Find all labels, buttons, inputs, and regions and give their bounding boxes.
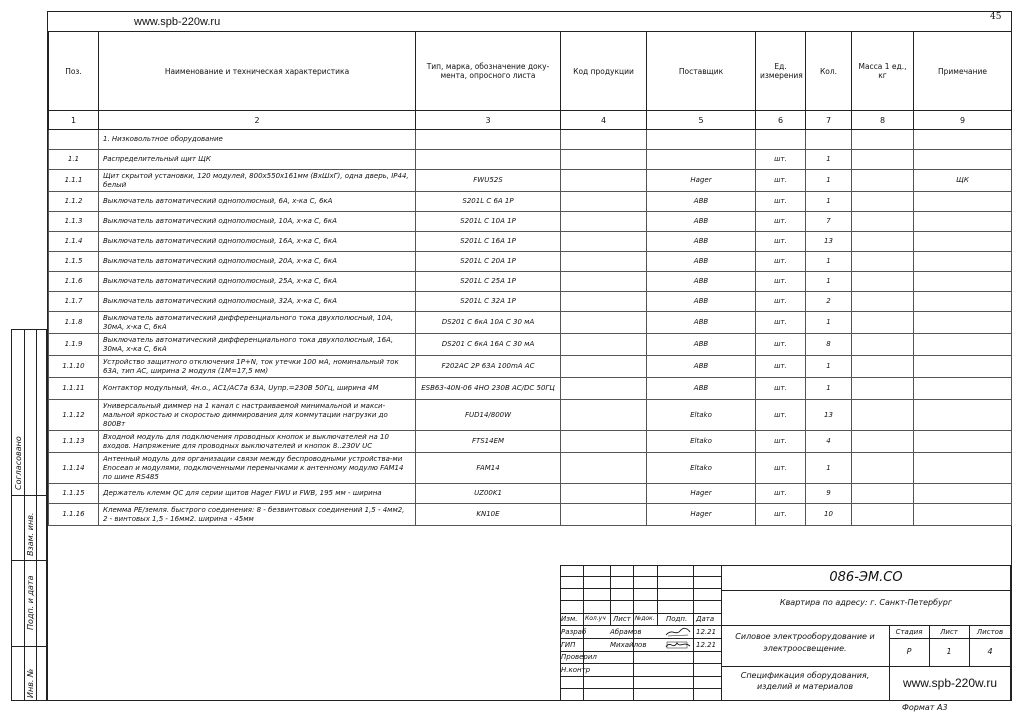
- cell-name: Выключатель автоматический однополюсный, 25А, х-ка С, 6кА: [99, 272, 416, 292]
- cell-note: [914, 272, 1012, 292]
- cell-name: Контактор модульный, 4н.о., АС1/АС7а 63А, Uупр.=230В 50Гц, ширина 4М: [99, 378, 416, 400]
- strip-label-vzam: Взам. инв.: [26, 512, 35, 556]
- cell-name: Антенный модуль для организации связи между беспроводными устройства-ми Enocean и модулями, подключенными перемычками к антенному модулю FAM14 по шине RS485: [99, 453, 416, 484]
- cell-unit: шт.: [756, 232, 806, 252]
- cell-qty: 1: [806, 453, 852, 484]
- cell-code: [561, 312, 647, 334]
- cell-type: S201L C 16A 1P: [416, 232, 561, 252]
- cell-type: S201L C 20A 1P: [416, 252, 561, 272]
- col-header-pos: Поз.: [49, 32, 99, 111]
- header-url: www.spb-220w.ru: [134, 16, 221, 28]
- sheets-value: 4: [987, 647, 993, 656]
- cell-qty: 10: [806, 504, 852, 526]
- col-header-unit: Ед. измерения: [756, 32, 806, 111]
- cell-note: [914, 252, 1012, 272]
- strip-label-inv: Инв. №: [26, 668, 35, 698]
- table-row: [49, 504, 1012, 526]
- cell-code: [561, 484, 647, 504]
- cell-note: [914, 292, 1012, 312]
- col-header-supplier: Поставщик: [647, 32, 756, 111]
- tb-col-izm: Изм.: [561, 615, 578, 623]
- strip-label-soglasovano: Согласовано: [14, 436, 23, 490]
- cell-type: ESB63-40N-06 4НО 230В АС/DC 50ГЦ: [416, 378, 561, 400]
- table-row: [49, 212, 1012, 232]
- stage-label: Стадия: [895, 628, 923, 636]
- cell-note: [914, 378, 1012, 400]
- table-row: [49, 378, 1012, 400]
- cell-code: [561, 170, 647, 192]
- cell-type: S201L C 25A 1P: [416, 272, 561, 292]
- cell-qty: 1: [806, 252, 852, 272]
- cell-supplier: Eltako: [647, 400, 756, 431]
- cell-note: [914, 453, 1012, 484]
- cell-pos: 1.1.3: [49, 212, 99, 232]
- cell-name: Выключатель автоматический однополюсный, 20А, х-ка С, 6кА: [99, 252, 416, 272]
- cell-supplier: Hager: [647, 504, 756, 526]
- col-number: 9: [914, 111, 1012, 130]
- cell-name: Выключатель автоматический дифференциального тока двухполюсный, 10А, 30мА, х-ка С, 6кА: [99, 312, 416, 334]
- cell-mass: [852, 378, 914, 400]
- cell-code: [561, 453, 647, 484]
- stage-value: Р: [906, 647, 912, 656]
- strip-label-podp: Подп. и дата: [26, 575, 35, 630]
- cell-supplier: ABB: [647, 334, 756, 356]
- cell-supplier: ABB: [647, 232, 756, 252]
- col-number: 7: [806, 111, 852, 130]
- table-row: [49, 334, 1012, 356]
- cell-note: [914, 212, 1012, 232]
- cell-code: [561, 504, 647, 526]
- section-title: 1. Низковольтное оборудование: [99, 130, 416, 150]
- col-number: 2: [99, 111, 416, 130]
- tb-name-razrab: Абрамов: [610, 628, 642, 636]
- page-number: 45: [990, 12, 1002, 22]
- tb-name-gip: Михайлов: [610, 641, 647, 649]
- cell-note: [914, 150, 1012, 170]
- cell-pos: 1.1.15: [49, 484, 99, 504]
- tb-role-nkontr: Н.контр: [561, 666, 591, 674]
- table-row: [49, 192, 1012, 212]
- cell-code: [561, 400, 647, 431]
- table-row: [49, 252, 1012, 272]
- sheets-label: Листов: [976, 628, 1004, 636]
- cell-mass: [852, 192, 914, 212]
- cell-qty: 9: [806, 484, 852, 504]
- title-block: [560, 565, 1011, 701]
- tb-col-kol: Кол.уч: [585, 615, 606, 622]
- cell-name: Распределительный щит ЩК: [99, 150, 416, 170]
- cell-qty: 7: [806, 212, 852, 232]
- cell-name: Выключатель автоматический однополюсный, 10А, х-ка С, 6кА: [99, 212, 416, 232]
- col-number: 4: [561, 111, 647, 130]
- cell-pos: 1.1.6: [49, 272, 99, 292]
- section-row: [49, 130, 1012, 150]
- table-row: [49, 431, 1012, 453]
- cell-type: FTS14EM: [416, 431, 561, 453]
- cell-code: [561, 192, 647, 212]
- table-row: [49, 453, 1012, 484]
- cell-qty: 1: [806, 192, 852, 212]
- col-number: 1: [49, 111, 99, 130]
- tb-col-podp: Подп.: [666, 615, 688, 623]
- spec-title: Спецификация оборудования, изделий и материалов: [740, 671, 870, 691]
- cell-mass: [852, 431, 914, 453]
- cell-code: [561, 378, 647, 400]
- cell-unit: шт.: [756, 484, 806, 504]
- col-header-type: Тип, марка, обозначение доку-мента, опросного листа: [416, 32, 561, 111]
- cell-mass: [852, 312, 914, 334]
- object-address: Квартира по адресу: г. Санкт-Петербург: [779, 598, 953, 607]
- cell-mass: [852, 232, 914, 252]
- table-row: [49, 400, 1012, 431]
- cell-qty: 1: [806, 150, 852, 170]
- cell-type: F202AC 2P 63A 100mA AC: [416, 356, 561, 378]
- cell-unit: шт.: [756, 192, 806, 212]
- cell-type: S201L C 32A 1P: [416, 292, 561, 312]
- cell-unit: шт.: [756, 312, 806, 334]
- section-name: Силовое электрооборудование и электроосвещение.: [735, 632, 875, 653]
- cell-type: UZ00K1: [416, 484, 561, 504]
- cell-unit: шт.: [756, 272, 806, 292]
- cell-unit: шт.: [756, 378, 806, 400]
- cell-unit: шт.: [756, 212, 806, 232]
- table-row: [49, 356, 1012, 378]
- cell-name: Выключатель автоматический однополюсный, 32А, х-ка С, 6кА: [99, 292, 416, 312]
- col-header-note: Примечание: [914, 32, 1012, 111]
- cell-type: KN10E: [416, 504, 561, 526]
- doc-code: 086-ЭМ.СО: [829, 570, 903, 585]
- cell-pos: 1.1.12: [49, 400, 99, 431]
- table-row: [49, 232, 1012, 252]
- cell-unit: шт.: [756, 252, 806, 272]
- cell-mass: [852, 170, 914, 192]
- cell-mass: [852, 504, 914, 526]
- cell-mass: [852, 453, 914, 484]
- cell-mass: [852, 252, 914, 272]
- cell-qty: 1: [806, 272, 852, 292]
- tb-col-list: Лист: [613, 615, 631, 623]
- footer-url: www.spb-220w.ru: [902, 676, 998, 690]
- table-row: [49, 150, 1012, 170]
- sheet-label: Лист: [940, 628, 958, 636]
- cell-supplier: ABB: [647, 192, 756, 212]
- cell-unit: шт.: [756, 431, 806, 453]
- cell-qty: 1: [806, 356, 852, 378]
- cell-qty: 1: [806, 378, 852, 400]
- cell-note: [914, 400, 1012, 431]
- cell-supplier: Eltako: [647, 431, 756, 453]
- cell-code: [561, 232, 647, 252]
- col-number: 3: [416, 111, 561, 130]
- cell-qty: 1: [806, 312, 852, 334]
- cell-unit: шт.: [756, 292, 806, 312]
- cell-unit: шт.: [756, 356, 806, 378]
- cell-mass: [852, 400, 914, 431]
- cell-unit: шт.: [756, 453, 806, 484]
- cell-code: [561, 272, 647, 292]
- cell-code: [561, 252, 647, 272]
- cell-type: FAM14: [416, 453, 561, 484]
- cell-type: DS201 C 6кА 10А С 30 мА: [416, 312, 561, 334]
- cell-unit: шт.: [756, 170, 806, 192]
- cell-code: [561, 212, 647, 232]
- cell-mass: [852, 484, 914, 504]
- cell-note: [914, 312, 1012, 334]
- cell-type: FUD14/800W: [416, 400, 561, 431]
- cell-note: [914, 431, 1012, 453]
- cell-unit: шт.: [756, 504, 806, 526]
- cell-supplier: Eltako: [647, 453, 756, 484]
- cell-pos: 1.1.13: [49, 431, 99, 453]
- cell-note: [914, 232, 1012, 252]
- cell-note: ЩК: [914, 170, 1012, 192]
- paper-format: Формат А3: [902, 703, 948, 712]
- cell-name: Клемма PE/земля. быстрого соединения: 8 - безвинтовых соединений 1,5 - 4мм2, 2 - винтовых 1,5 - 16мм2. ширина - 45мм: [99, 504, 416, 526]
- cell-note: [914, 192, 1012, 212]
- cell-name: Держатель клемм QC для серии щитов Hager FWU и FWB, 195 мм - ширина: [99, 484, 416, 504]
- cell-pos: 1.1.4: [49, 232, 99, 252]
- table-header-row: [49, 32, 1012, 111]
- tb-role-prov: Проверил: [561, 653, 597, 661]
- cell-mass: [852, 212, 914, 232]
- cell-pos: 1.1.11: [49, 378, 99, 400]
- col-number: 6: [756, 111, 806, 130]
- table-row: [49, 484, 1012, 504]
- tb-col-ndok: №док.: [635, 615, 655, 622]
- cell-supplier: ABB: [647, 252, 756, 272]
- table-row: [49, 170, 1012, 192]
- table-row: [49, 312, 1012, 334]
- cell-name: Универсальный диммер на 1 канал с настраиваемой минимальной и макси-мальной яркостью и скоростью диммирования для коммутации нагрузки до 800Вт: [99, 400, 416, 431]
- cell-pos: 1.1.10: [49, 356, 99, 378]
- col-number: 5: [647, 111, 756, 130]
- cell-note: [914, 356, 1012, 378]
- col-header-mass: Масса 1 ед., кг: [852, 32, 914, 111]
- cell-type: [416, 150, 561, 170]
- cell-mass: [852, 356, 914, 378]
- cell-code: [561, 150, 647, 170]
- cell-unit: шт.: [756, 400, 806, 431]
- cell-type: S201L C 10A 1P: [416, 212, 561, 232]
- signature-razrab-icon: [664, 626, 692, 638]
- tb-date-razrab: 12.21: [696, 628, 717, 636]
- cell-supplier: Hager: [647, 484, 756, 504]
- table-row: [49, 292, 1012, 312]
- cell-qty: 8: [806, 334, 852, 356]
- cell-qty: 13: [806, 400, 852, 431]
- cell-qty: 13: [806, 232, 852, 252]
- cell-note: [914, 484, 1012, 504]
- cell-qty: 2: [806, 292, 852, 312]
- cell-name: Устройство защитного отключения 1P+N, ток утечки 100 мА, номинальный ток 63А, тип АС, ширина 2 модуля (1М=17,5 мм): [99, 356, 416, 378]
- cell-name: Выключатель автоматический однополюсный, 16А, х-ка С, 6кА: [99, 232, 416, 252]
- cell-pos: 1.1.8: [49, 312, 99, 334]
- binding-strip: [11, 329, 47, 701]
- tb-col-data: Дата: [696, 615, 715, 623]
- cell-pos: 1.1.7: [49, 292, 99, 312]
- cell-type: DS201 C 6кА 16А С 30 мА: [416, 334, 561, 356]
- table-row: [49, 272, 1012, 292]
- col-header-code: Код продукции: [561, 32, 647, 111]
- cell-code: [561, 431, 647, 453]
- cell-mass: [852, 150, 914, 170]
- cell-unit: шт.: [756, 334, 806, 356]
- cell-type: FWU52S: [416, 170, 561, 192]
- cell-pos: 1.1.14: [49, 453, 99, 484]
- cell-note: [914, 504, 1012, 526]
- col-header-qty: Кол.: [806, 32, 852, 111]
- cell-supplier: Hager: [647, 170, 756, 192]
- col-number: 8: [852, 111, 914, 130]
- cell-supplier: ABB: [647, 356, 756, 378]
- cell-supplier: [647, 150, 756, 170]
- cell-pos: 1.1.5: [49, 252, 99, 272]
- cell-mass: [852, 292, 914, 312]
- cell-pos: 1.1: [49, 150, 99, 170]
- cell-qty: 1: [806, 170, 852, 192]
- cell-qty: 4: [806, 431, 852, 453]
- cell-supplier: ABB: [647, 272, 756, 292]
- cell-code: [561, 356, 647, 378]
- cell-supplier: ABB: [647, 292, 756, 312]
- tb-role-razrab: Разраб: [561, 628, 587, 636]
- cell-supplier: ABB: [647, 378, 756, 400]
- cell-unit: шт.: [756, 150, 806, 170]
- column-number-row: [49, 111, 1012, 130]
- cell-name: Входной модуль для подключения проводных кнопок и выключателей на 10 входов. Напряжение для проводных выключателей и кнопок 8..230V UC: [99, 431, 416, 453]
- cell-mass: [852, 272, 914, 292]
- cell-supplier: ABB: [647, 212, 756, 232]
- cell-pos: 1.1.16: [49, 504, 99, 526]
- cell-code: [561, 334, 647, 356]
- tb-date-gip: 12.21: [696, 641, 717, 649]
- specification-table: [48, 31, 1012, 526]
- col-header-name: Наименование и техническая характеристика: [99, 32, 416, 111]
- cell-pos: 1.1.1: [49, 170, 99, 192]
- cell-pos: 1.1.9: [49, 334, 99, 356]
- cell-mass: [852, 334, 914, 356]
- cell-pos: 1.1.2: [49, 192, 99, 212]
- cell-note: [914, 334, 1012, 356]
- signature-gip-icon: [664, 639, 692, 651]
- cell-type: S201L C 6A 1P: [416, 192, 561, 212]
- cell-supplier: ABB: [647, 312, 756, 334]
- cell-name: Выключатель автоматический однополюсный, 6А, х-ка С, 6кА: [99, 192, 416, 212]
- cell-name: Щит скрытой установки, 120 модулей, 800х550х161мм (ВхШхГ), одна дверь, IP44, белый: [99, 170, 416, 192]
- cell-code: [561, 292, 647, 312]
- cell-name: Выключатель автоматический дифференциального тока двухполюсный, 16А, 30мА, х-ка С, 6кА: [99, 334, 416, 356]
- sheet-value: 1: [946, 647, 952, 656]
- tb-role-gip: ГИП: [561, 641, 576, 649]
